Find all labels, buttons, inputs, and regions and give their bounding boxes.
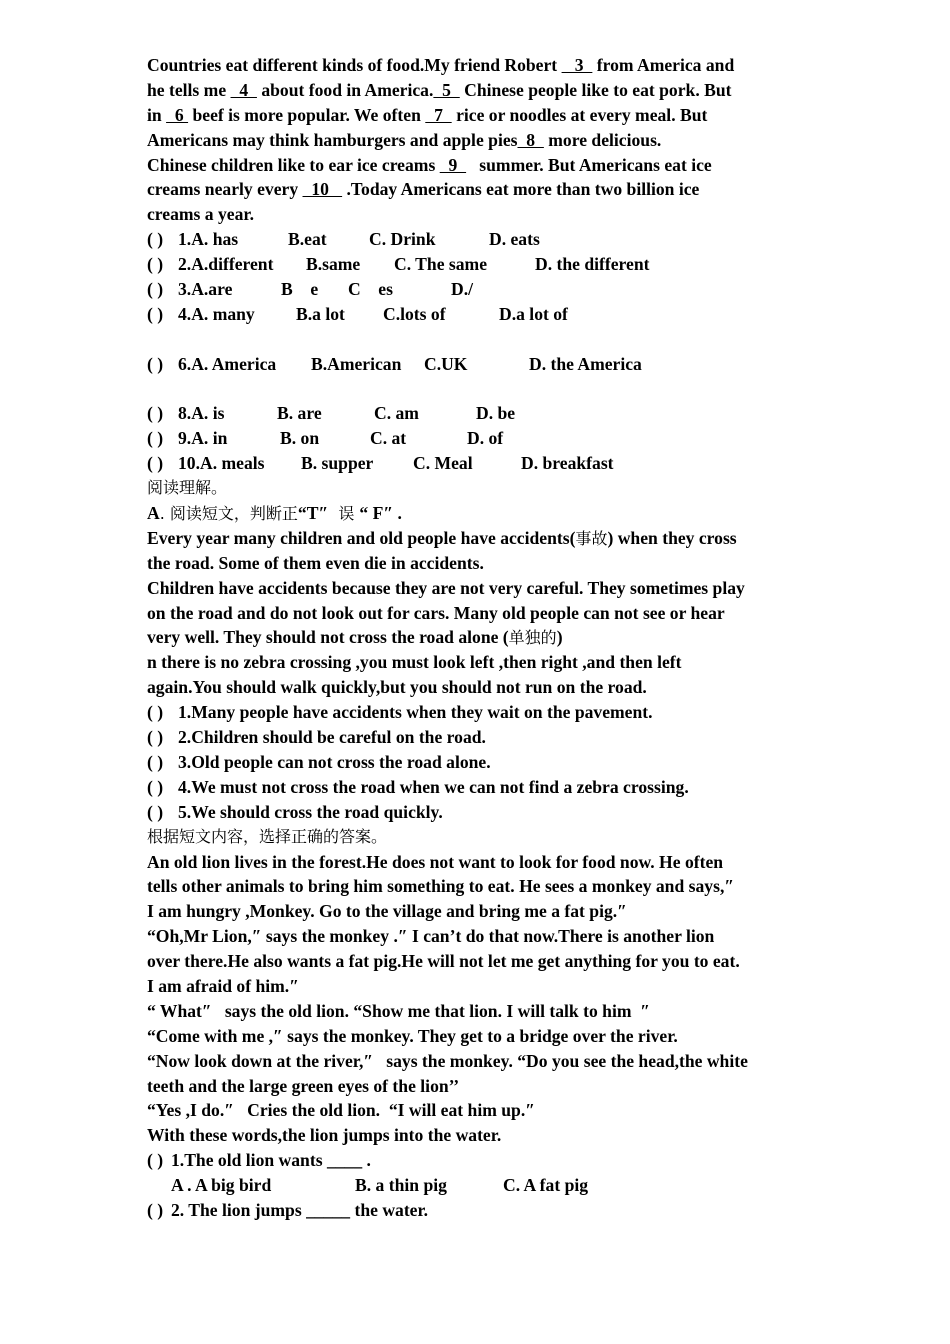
cloze-text: more delicious. <box>543 129 662 150</box>
passage-b-line-11: “Yes ,I do.″ Cries the old lion. “I will eat him up.″ <box>147 1100 535 1121</box>
blank-3: 3 <box>561 55 593 75</box>
passage-b-line-7: “ What″ says the old lion. “Show me that lion. I will talk to him ″ <box>147 1000 651 1021</box>
section-a-instruction <box>147 501 812 526</box>
instruction-text: 误 <box>328 504 360 524</box>
passage-text: ) when they cross <box>607 527 737 548</box>
cloze-text: Chinese people like to eat pork. But <box>459 79 732 100</box>
option-c: C. am <box>374 403 419 424</box>
cloze-text: he tells me <box>147 79 231 100</box>
option-d: D. be <box>476 403 516 424</box>
passage-b-line-9: “Now look down at the river,″ says the monkey. “Do you see the head,the white <box>147 1050 748 1071</box>
question-8 <box>147 401 812 426</box>
option-b: B. on <box>280 428 320 449</box>
blank-9: 9 <box>439 154 467 175</box>
question-1 <box>147 227 812 252</box>
option-b: B e <box>281 279 319 300</box>
spacer <box>147 377 812 402</box>
section-a-label: A <box>147 503 160 524</box>
mc-question-1-options <box>147 1173 812 1198</box>
answer-paren: ( ) <box>147 751 164 772</box>
cloze-line-2 <box>147 78 812 103</box>
passage-b-line-2: tells other animals to bring him something to eat. He sees a monkey and says,″ <box>147 876 735 897</box>
reading-heading: 阅读理解。 <box>147 478 228 498</box>
passage-text: Every year many children and old people have accidents( <box>147 527 576 548</box>
passage-b-line-8: “Come with me ,″ says the monkey. They get to a bridge over the river. <box>147 1025 678 1046</box>
tf-text: 2.Children should be careful on the road. <box>178 727 486 748</box>
tf-text: 4.We must not cross the road when we can not find a zebra crossing. <box>178 776 689 797</box>
option-c: C.UK <box>424 353 468 374</box>
cloze-text: rice or noodles at every meal. But <box>451 104 708 125</box>
passage-b-line-12: With these words,the lion jumps into the water. <box>147 1125 502 1146</box>
option-c: C. The same <box>394 254 488 275</box>
passage-b-line-6: I am afraid of him.″ <box>147 975 299 996</box>
blank-10: 10 <box>302 179 343 200</box>
answer-paren: ( ) <box>147 1199 164 1220</box>
answer-paren: ( ) <box>147 254 164 275</box>
option-c: C. Drink <box>369 229 436 250</box>
option-a: 8.A. is <box>178 403 225 424</box>
passage-a-line-5 <box>147 625 812 650</box>
blank-5: 5 <box>433 79 460 100</box>
instruction-text: . 阅读短文，判断正 <box>159 504 298 524</box>
answer-paren: ( ) <box>147 702 164 723</box>
mc-question-text: 2. The lion jumps _____ the water. <box>171 1199 429 1220</box>
section-b-heading: 根据短文内容，选择正确的答案。 <box>147 826 388 846</box>
passage-b-line-3: I am hungry ,Monkey. Go to the village and bring me a fat pig.″ <box>147 901 627 922</box>
option-b: B. are <box>277 403 322 424</box>
option-d: D. the different <box>535 254 650 275</box>
passage-a-line-1 <box>147 526 812 551</box>
question-6 <box>147 352 812 377</box>
cloze-text: Chinese children like to ear ice creams <box>147 154 440 175</box>
option-a: 4.A. many <box>178 303 255 324</box>
answer-paren: ( ) <box>147 403 164 424</box>
question-10 <box>147 451 812 476</box>
answer-paren: ( ) <box>147 776 164 797</box>
cloze-text: summer. But Americans eat ice <box>466 154 712 175</box>
blank-4: 4 <box>230 79 257 100</box>
option-d: D. the America <box>529 353 642 374</box>
mc-question-text: 1.The old lion wants ____ . <box>171 1150 371 1171</box>
option-d: D. breakfast <box>521 453 614 474</box>
mc-question-1 <box>147 1148 812 1173</box>
mc-question-2 <box>147 1198 812 1223</box>
answer-paren: ( ) <box>147 229 164 250</box>
spacer <box>147 327 812 352</box>
option-b: B.same <box>306 254 361 275</box>
tf-statement-5 <box>147 800 812 825</box>
option-b: B.a lot <box>296 303 345 324</box>
answer-paren: ( ) <box>147 428 164 449</box>
passage-b-line-4: “Oh,Mr Lion,″ says the monkey .″ I can’t do that now.There is another lion <box>147 926 715 947</box>
option-a: 10.A. meals <box>178 453 265 474</box>
answer-paren: ( ) <box>147 1150 164 1171</box>
option-a: 6.A. America <box>178 353 277 374</box>
passage-a-line-4: on the road and do not look out for cars. Many old people can not see or hear <box>147 602 725 623</box>
cloze-line-1 <box>147 53 812 78</box>
option-a: 9.A. in <box>178 428 228 449</box>
tf-statement-1 <box>147 700 812 725</box>
cloze-line-3 <box>147 103 812 128</box>
blank-7: 7 <box>425 104 452 125</box>
option-c: C. A fat pig <box>503 1175 589 1196</box>
blank-6: 6 <box>166 104 189 125</box>
cloze-text: Countries eat different kinds of food.My friend Robert <box>147 55 562 75</box>
tf-statement-4 <box>147 775 812 800</box>
option-a: 1.A. has <box>178 229 239 250</box>
blank-8: 8 <box>517 129 544 150</box>
option-a: 3.A.are <box>178 279 233 300</box>
cloze-text: in <box>147 104 167 125</box>
cloze-text: Americans may think hamburgers and apple pies <box>147 129 518 150</box>
option-a: A . A big bird <box>171 1175 272 1196</box>
tf-text: 3.Old people can not cross the road alone. <box>178 751 491 772</box>
option-d: D. of <box>467 428 504 449</box>
passage-b-line-5: over there.He also wants a fat pig.He will not let me get anything for you to eat. <box>147 951 740 972</box>
cloze-text: about food in America. <box>256 79 434 100</box>
question-2 <box>147 252 812 277</box>
passage-b-line-1: An old lion lives in the forest.He does not want to look for food now. He often <box>147 851 724 872</box>
tf-statement-2 <box>147 725 812 750</box>
option-a: 2.A.different <box>178 254 274 275</box>
answer-paren: ( ) <box>147 727 164 748</box>
passage-gloss: 事故 <box>575 528 608 548</box>
cloze-line-5 <box>147 153 812 178</box>
answer-paren: ( ) <box>147 279 164 300</box>
tf-text: 5.We should cross the road quickly. <box>178 801 443 822</box>
passage-a-line-7: again.You should walk quickly,but you should not run on the road. <box>147 677 647 698</box>
cloze-text: creams nearly every <box>147 179 303 200</box>
option-c: C.lots of <box>383 303 446 324</box>
cloze-line-7: creams a year. <box>147 204 254 225</box>
tf-text: 1.Many people have accidents when they wait on the pavement. <box>178 702 653 723</box>
tf-statement-3 <box>147 750 812 775</box>
option-d: D./ <box>451 279 473 300</box>
answer-paren: ( ) <box>147 303 164 324</box>
cloze-text: .Today Americans eat more than two billion ice <box>342 179 700 200</box>
option-c: C es <box>348 279 393 300</box>
option-b: B.American <box>311 353 402 374</box>
option-d: D.a lot of <box>499 303 568 324</box>
passage-gloss: 单独的 <box>508 628 557 648</box>
passage-text: ) <box>556 627 563 648</box>
passage-a-line-2: the road. Some of them even die in accidents. <box>147 552 484 573</box>
option-c: C. Meal <box>413 453 473 474</box>
cloze-line-6 <box>147 177 812 202</box>
answer-paren: ( ) <box>147 453 164 474</box>
answer-paren: ( ) <box>147 801 164 822</box>
question-3 <box>147 277 812 302</box>
passage-text: very well. They should not cross the road alone ( <box>147 627 509 648</box>
cloze-text: from America and <box>592 55 735 75</box>
passage-a-line-6: n there is no zebra crossing ,you must look left ,then right ,and then left <box>147 652 682 673</box>
passage-a-line-3: Children have accidents because they are not very careful. They sometimes play <box>147 577 745 598</box>
option-b: B. supper <box>301 453 374 474</box>
cloze-text: beef is more popular. We often <box>188 104 426 125</box>
answer-paren: ( ) <box>147 353 164 374</box>
question-9 <box>147 426 812 451</box>
option-d: D. eats <box>489 229 540 250</box>
cloze-line-4 <box>147 128 812 153</box>
worksheet <box>147 53 812 1223</box>
option-c: C. at <box>370 428 407 449</box>
false-marker: “ F″ . <box>359 503 402 524</box>
true-marker: “T″ <box>297 503 329 524</box>
passage-b-line-10: teeth and the large green eyes of the lion’’ <box>147 1075 460 1096</box>
option-b: B. a thin pig <box>355 1175 447 1196</box>
question-4 <box>147 302 812 327</box>
option-b: B.eat <box>288 229 327 250</box>
